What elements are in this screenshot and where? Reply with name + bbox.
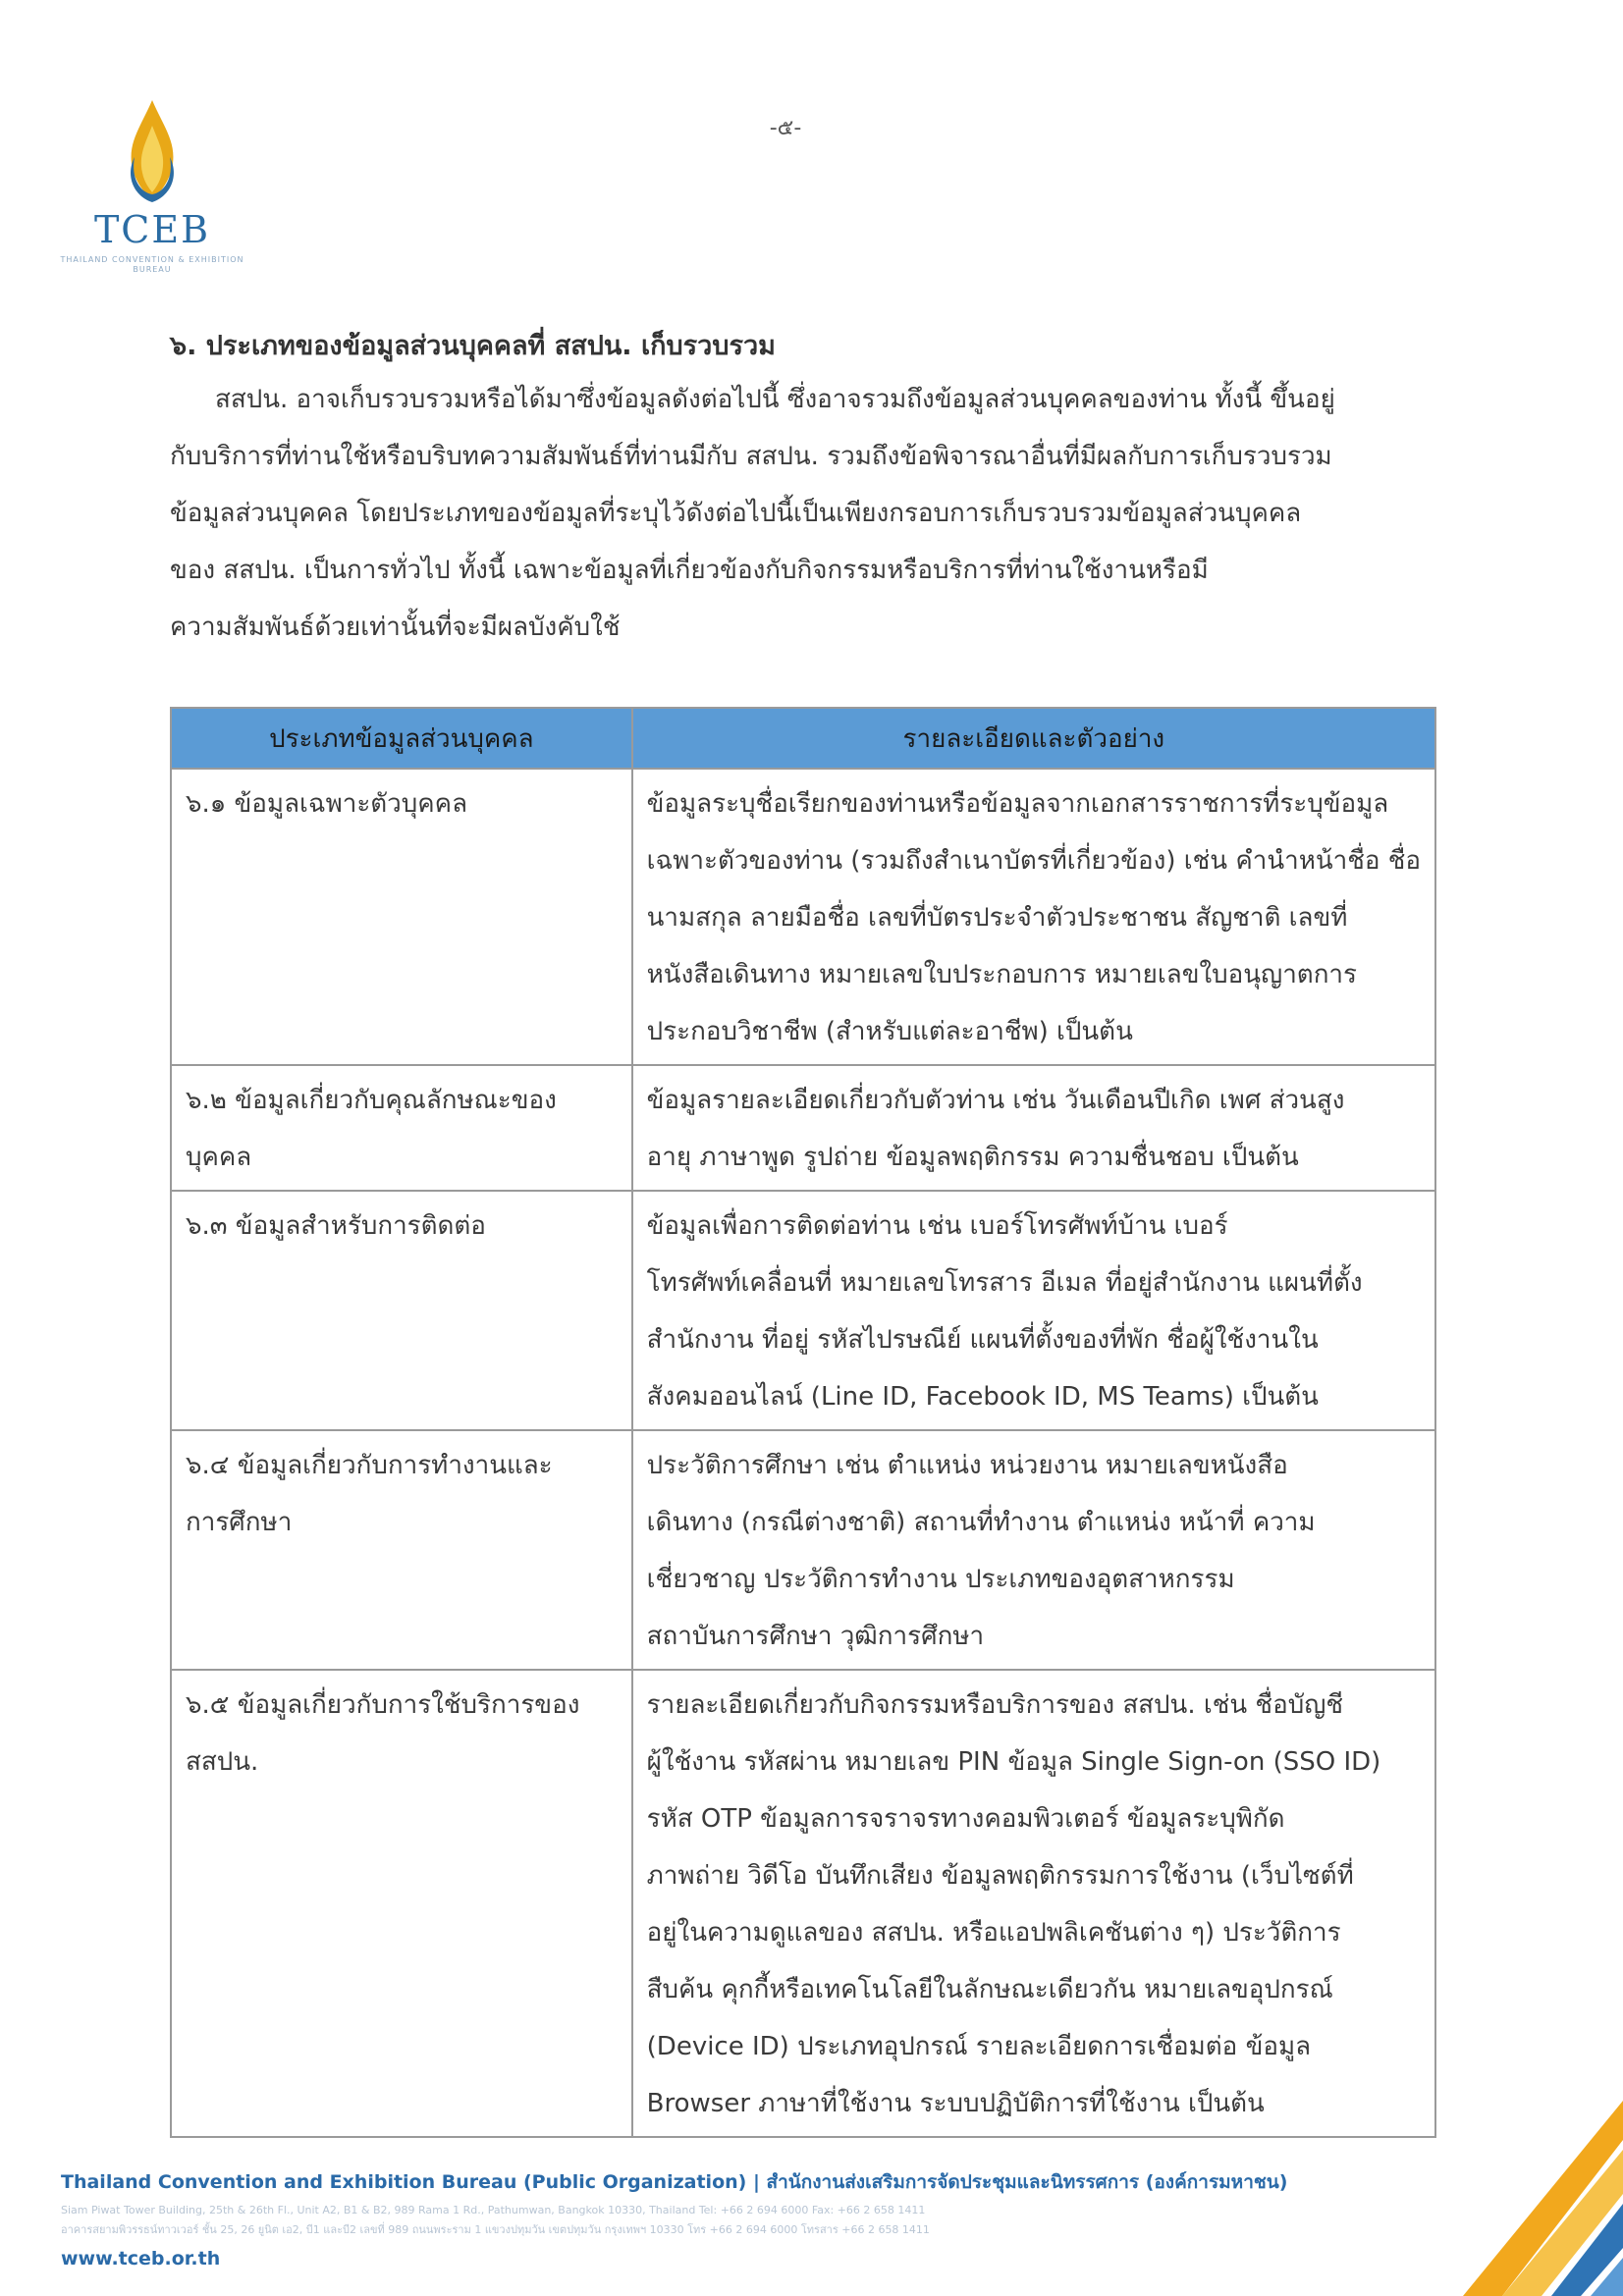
- detail-text: ข้อมูลระบุชื่อเรียกของท่านหรือข้อมูลจากเอกสารราชการที่ระบุข้อมูล: [646, 789, 1389, 819]
- detail-text: เชี่ยวชาญ ประวัติการทำงาน ประเภทของอุตสาหกรรม: [646, 1565, 1235, 1594]
- detail-text: อยู่ในความดูแลของ สสปน. หรือแอปพลิเคชันต่าง ๆ) ประวัติการ: [646, 1918, 1341, 1948]
- type-text: สสปน.: [186, 1747, 259, 1777]
- table-row: [171, 1065, 1435, 1191]
- intro-line: กับบริการที่ท่านใช้หรือบริบทความสัมพันธ์ที่ท่านมีกับ สสปน. รวมถึงข้อพิจารณาอื่นที่มีผลกับการเก็บรวบรวม: [170, 442, 1332, 471]
- detail-text: ประวัติการศึกษา เช่น ตำแหน่ง หน่วยงาน หมายเลขหนังสือ: [646, 1451, 1288, 1480]
- detail-cell: [632, 769, 1435, 1065]
- detail-text: สำนักงาน ที่อยู่ รหัสไปรษณีย์ แผนที่ตั้งของที่พัก ชื่อผู้ใช้งานใน: [646, 1325, 1319, 1355]
- detail-text: เฉพาะตัวของท่าน (รวมถึงสำเนาบัตรที่เกี่ยวข้อง) เช่น คำนำหน้าชื่อ ชื่อ: [646, 846, 1421, 876]
- flame-logo-icon: [113, 98, 191, 206]
- footer-org-name: Thailand Convention and Exhibition Bureau (Public Organization) | สำนักงานส่งเสริมการจัดประชุมและนิทรรศการ (องค์การมหาชน): [61, 2171, 1288, 2193]
- logo-subtitle: THAILAND CONVENTION & EXHIBITION BUREAU: [60, 255, 244, 274]
- detail-text: อายุ ภาษาพูด รูปถ่าย ข้อมูลพฤติกรรม ความชื่นชอบ เป็นต้น: [646, 1143, 1299, 1172]
- footer-address-th: อาคารสยามพิวรรธน์ทาวเวอร์ ชั้น 25, 26 ยูนิต เอ2, บี1 และบี2 เลขที่ 989 ถนนพระราม 1 แขวงปทุมวัน เขตปทุมวัน กรุงเทพฯ 10330 โทร +66 2 694 6000 โทรสาร +66 2 658 1411: [61, 2223, 930, 2236]
- intro-line: ข้อมูลส่วนบุคคล โดยประเภทของข้อมูลที่ระบุไว้ดังต่อไปนี้เป็นเพียงกรอบการเก็บรวบรวมข้อมูลส่วนบุคคล: [170, 499, 1302, 528]
- detail-text: นามสกุล ลายมือชื่อ เลขที่บัตรประจำตัวประชาชน สัญชาติ เลขที่: [646, 903, 1348, 933]
- footer-address: [61, 2201, 930, 2240]
- page-number: -๕-: [769, 116, 802, 140]
- detail-text: ประกอบวิชาชีพ (สำหรับแต่ละอาชีพ) เป็นต้น: [646, 1017, 1133, 1046]
- type-cell: [171, 1191, 632, 1430]
- tceb-logo: [59, 98, 245, 294]
- detail-text: สังคมออนไลน์ (Line ID, Facebook ID, MS Teams) เป็นต้น: [646, 1382, 1319, 1412]
- table-row: [171, 1670, 1435, 2137]
- detail-text: ภาพถ่าย วิดีโอ บันทึกเสียง ข้อมูลพฤติกรรมการใช้งาน (เว็บไซต์ที่: [646, 1861, 1354, 1891]
- intro-line: ของ สสปน. เป็นการทั่วไป ทั้งนี้ เฉพาะข้อมูลที่เกี่ยวข้องกับกิจกรรมหรือบริการที่ท่านใช้งานหรือมี: [170, 556, 1209, 585]
- table-header-row: [171, 708, 1435, 769]
- footer-website-link[interactable]: www.tceb.or.th: [61, 2248, 221, 2269]
- detail-text: ผู้ใช้งาน รหัสผ่าน หมายเลข PIN ข้อมูล Single Sign-on (SSO ID): [646, 1747, 1381, 1777]
- intro-paragraph: [170, 371, 1407, 656]
- type-text: บุคคล: [186, 1143, 252, 1172]
- type-text: ๖.๕ ข้อมูลเกี่ยวกับการใช้บริการของ: [186, 1690, 580, 1720]
- table-row: [171, 769, 1435, 1065]
- intro-line: ความสัมพันธ์ด้วยเท่านั้นที่จะมีผลบังคับใช้: [170, 613, 621, 642]
- detail-cell: [632, 1670, 1435, 2137]
- type-text: การศึกษา: [186, 1508, 293, 1537]
- detail-cell: [632, 1065, 1435, 1191]
- type-cell: [171, 1065, 632, 1191]
- corner-stripes-decoration: [1463, 2101, 1623, 2296]
- footer-address-en: Siam Piwat Tower Building, 25th & 26th Fl., Unit A2, B1 & B2, 989 Rama 1 Rd., Pathumwan, Bangkok 10330, Thailand Tel: +66 2 694 6000 Fax: +66 2 658 1411: [61, 2204, 926, 2216]
- detail-text: สืบค้น คุกกี้หรือเทคโนโลยีในลักษณะเดียวกัน หมายเลขอุปกรณ์: [646, 1975, 1333, 2004]
- section-heading: ๖. ประเภทของข้อมูลส่วนบุคคลที่ สสปน. เก็บรวบรวม: [170, 331, 776, 361]
- detail-text: สถาบันการศึกษา วุฒิการศึกษา: [646, 1622, 985, 1651]
- detail-text: รายละเอียดเกี่ยวกับกิจกรรมหรือบริการของ สสปน. เช่น ชื่อบัญชี: [646, 1690, 1343, 1720]
- header-detail: รายละเอียดและตัวอย่าง: [632, 708, 1435, 769]
- type-text: ๖.๑ ข้อมูลเฉพาะตัวบุคคล: [186, 789, 468, 819]
- type-text: ๖.๓ ข้อมูลสำหรับการติดต่อ: [186, 1211, 486, 1241]
- table-row: [171, 1191, 1435, 1430]
- personal-data-table: [170, 707, 1436, 2138]
- logo-wordmark: TCEB: [93, 208, 211, 251]
- detail-cell: [632, 1430, 1435, 1670]
- detail-text: เดินทาง (กรณีต่างชาติ) สถานที่ทำงาน ตำแหน่ง หน้าที่ ความ: [646, 1508, 1316, 1537]
- type-cell: [171, 1670, 632, 2137]
- detail-text: โทรศัพท์เคลื่อนที่ หมายเลขโทรสาร อีเมล ที่อยู่สำนักงาน แผนที่ตั้ง: [646, 1268, 1363, 1298]
- detail-text: ข้อมูลรายละเอียดเกี่ยวกับตัวท่าน เช่น วันเดือนปีเกิด เพศ ส่วนสูง: [646, 1086, 1345, 1115]
- type-cell: [171, 769, 632, 1065]
- table-row: [171, 1430, 1435, 1670]
- intro-line: สสปน. อาจเก็บรวบรวมหรือได้มาซึ่งข้อมูลดังต่อไปนี้ ซึ่งอาจรวมถึงข้อมูลส่วนบุคคลของท่าน ทั้งนี้ ขึ้นอยู่: [215, 385, 1335, 414]
- type-text: ๖.๔ ข้อมูลเกี่ยวกับการทำงานและ: [186, 1451, 553, 1480]
- detail-text: Browser ภาษาที่ใช้งาน ระบบปฏิบัติการที่ใช้งาน เป็นต้น: [646, 2089, 1265, 2118]
- header-type: ประเภทข้อมูลส่วนบุคคล: [171, 708, 632, 769]
- detail-text: ข้อมูลเพื่อการติดต่อท่าน เช่น เบอร์โทรศัพท์บ้าน เบอร์: [646, 1211, 1228, 1241]
- detail-text: (Device ID) ประเภทอุปกรณ์ รายละเอียดการเชื่อมต่อ ข้อมูล: [646, 2032, 1312, 2061]
- detail-text: รหัส OTP ข้อมูลการจราจรทางคอมพิวเตอร์ ข้อมูลระบุพิกัด: [646, 1804, 1285, 1834]
- type-text: ๖.๒ ข้อมูลเกี่ยวกับคุณลักษณะของ: [186, 1086, 557, 1115]
- detail-cell: [632, 1191, 1435, 1430]
- type-cell: [171, 1430, 632, 1670]
- detail-text: หนังสือเดินทาง หมายเลขใบประกอบการ หมายเลขใบอนุญาตการ: [646, 960, 1357, 989]
